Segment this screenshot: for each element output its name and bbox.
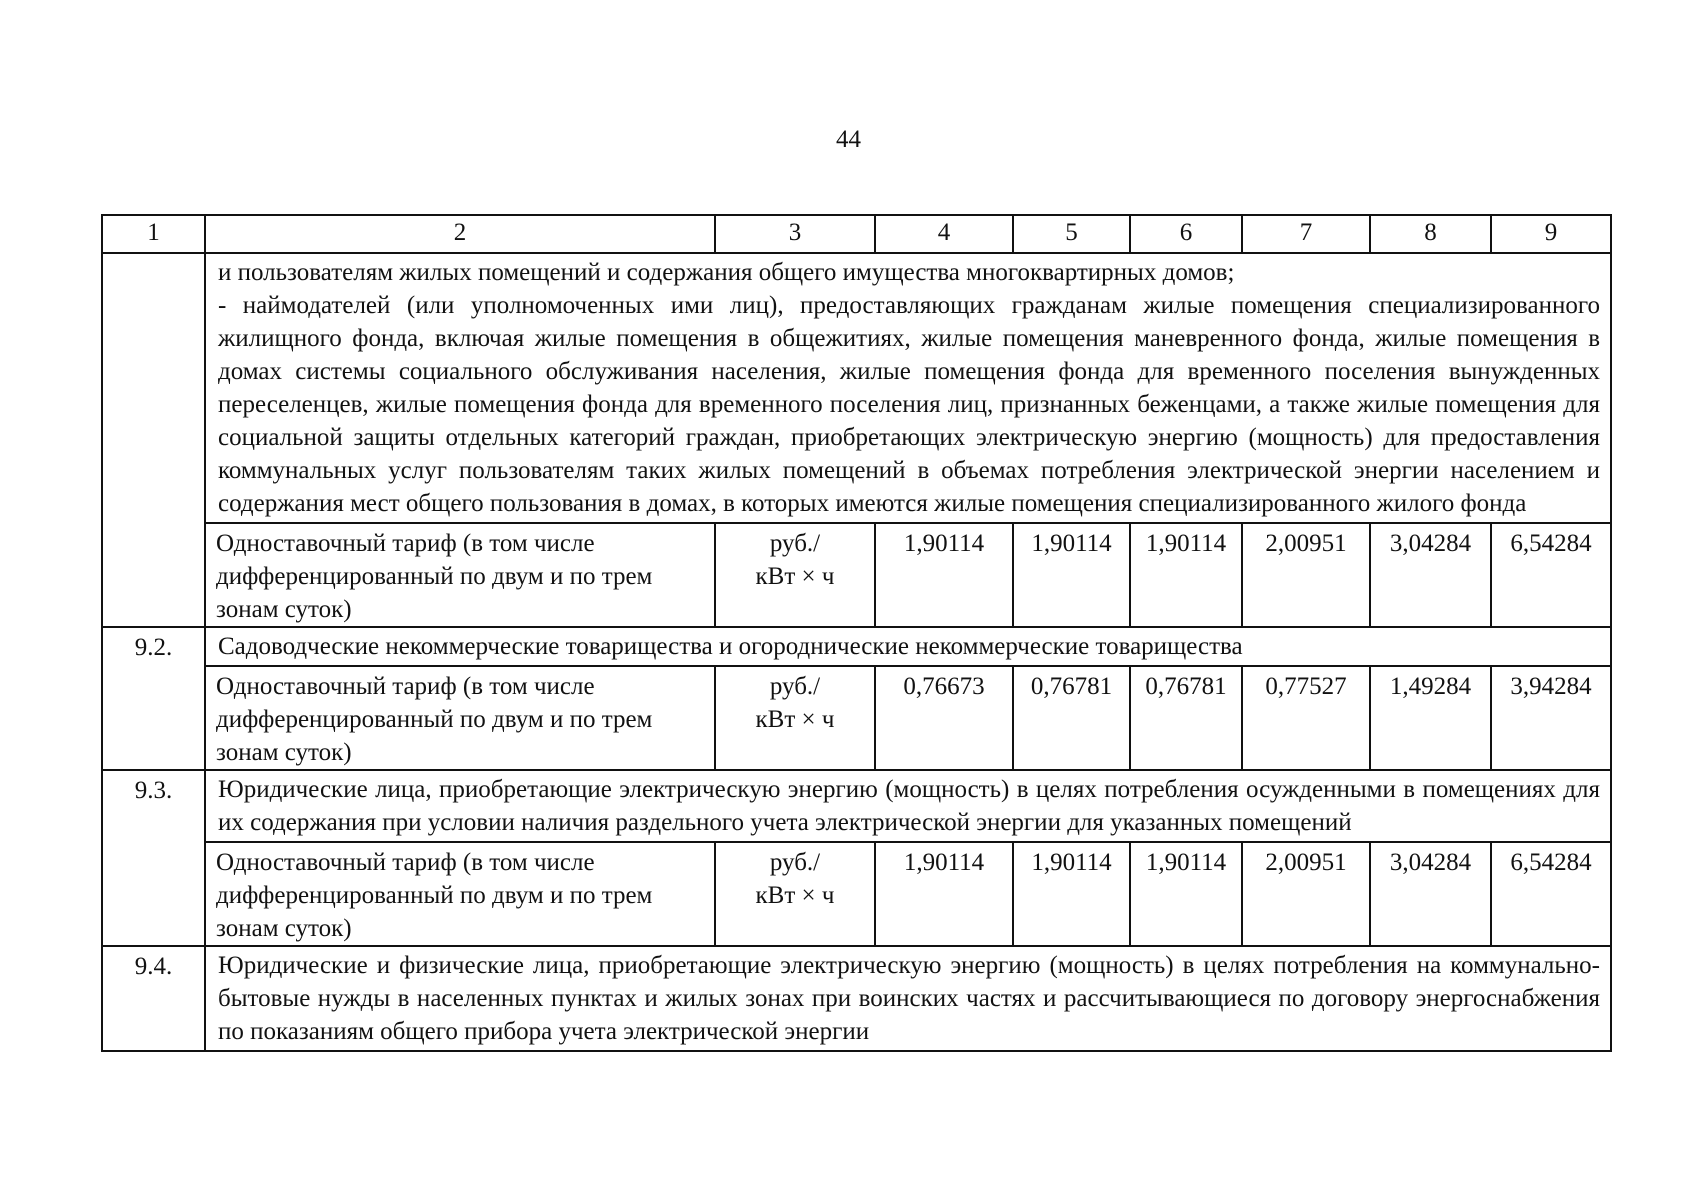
unit-line-2: кВт × ч (755, 563, 835, 590)
header-cell: 7 (1242, 215, 1370, 253)
header-row (102, 215, 1611, 253)
tariff-label: Одноставочный тариф (в том числе дифференцированный по двум и по трем зонам суток) (205, 666, 715, 770)
table-row (102, 627, 1611, 666)
value-cell: 3,04284 (1370, 523, 1491, 627)
item-title: Садоводческие некоммерческие товарищества и огороднические некоммерческие товарищества (205, 627, 1611, 666)
unit-line-1: руб./ (769, 849, 821, 876)
value-cell: 0,76673 (875, 666, 1013, 770)
unit-line-2: кВт × ч (755, 882, 835, 909)
item-number: 9.3. (102, 770, 205, 946)
value-cell: 2,00951 (1242, 523, 1370, 627)
tariff-label: Одноставочный тариф (в том числе дифференцированный по двум и по трем зонам суток) (205, 842, 715, 946)
item-number-cell (102, 253, 205, 627)
value-cell: 3,94284 (1491, 666, 1611, 770)
value-cell: 6,54284 (1491, 523, 1611, 627)
value-cell: 1,90114 (1130, 842, 1242, 946)
header-cell: 6 (1130, 215, 1242, 253)
table-row (102, 770, 1611, 842)
item-title: Юридические и физические лица, приобретающие электрическую энергию (мощность) в целях потребления на коммунально-бытовые нужды в населенных пунктах и жилых зонах при воинских частях и рассчитывающиеся по договору энергоснабжения по показаниям общего прибора учета электрической энергии (205, 946, 1611, 1051)
header-cell: 4 (875, 215, 1013, 253)
unit-cell (715, 666, 875, 770)
item-number: 9.2. (102, 627, 205, 770)
tariff-table (101, 214, 1612, 1052)
unit-cell (715, 842, 875, 946)
header-cell: 8 (1370, 215, 1491, 253)
unit-line-1: руб./ (769, 673, 821, 700)
table-row (102, 946, 1611, 1051)
tariff-row (102, 666, 1611, 770)
value-cell: 6,54284 (1491, 842, 1611, 946)
value-cell: 1,49284 (1370, 666, 1491, 770)
header-cell: 3 (715, 215, 875, 253)
value-cell: 0,76781 (1130, 666, 1242, 770)
tariff-row (102, 842, 1611, 946)
item-number: 9.4. (102, 946, 205, 1051)
tariff-row (102, 523, 1611, 627)
header-cell: 5 (1013, 215, 1130, 253)
continuation-line-1: и пользователям жилых помещений и содержания общего имущества многоквартирных домов; (218, 259, 1235, 286)
unit-cell (715, 523, 875, 627)
value-cell: 1,90114 (1130, 523, 1242, 627)
continuation-text (205, 253, 1611, 523)
value-cell: 0,77527 (1242, 666, 1370, 770)
value-cell: 1,90114 (1013, 523, 1130, 627)
value-cell: 3,04284 (1370, 842, 1491, 946)
value-cell: 2,00951 (1242, 842, 1370, 946)
header-cell: 1 (102, 215, 205, 253)
unit-line-1: руб./ (769, 530, 821, 557)
tariff-label: Одноставочный тариф (в том числе дифференцированный по двум и по трем зонам суток) (205, 523, 715, 627)
table-row (102, 253, 1611, 523)
page-number: 44 (836, 126, 861, 153)
continuation-line-2: - наймодателей (или уполномоченных ими лиц), предоставляющих гражданам жилые помещения специализированного жилищного фонда, включая жилые помещения в общежитиях, жилые помещения маневренного фонда, жилые помещения в домах системы социального обслуживания населения, жилые помещения фонда для временного поселения вынужденных переселенцев, жилые помещения фонда для временного поселения лиц, признанных беженцами, а также жилые помещения для социальной защиты отдельных категорий граждан, приобретающих электрическую энергию (мощность) для предоставления коммунальных услуг пользователям таких жилых помещений в объемах потребления электрической энергии населением и содержания мест общего пользования в домах, в которых имеются жилые помещения специализированного жилого фонда (218, 292, 1600, 517)
value-cell: 1,90114 (875, 523, 1013, 627)
value-cell: 1,90114 (1013, 842, 1130, 946)
header-cell: 9 (1491, 215, 1611, 253)
value-cell: 0,76781 (1013, 666, 1130, 770)
item-title: Юридические лица, приобретающие электрическую энергию (мощность) в целях потребления осужденными в помещениях для их содержания при условии наличия раздельного учета электрической энергии для указанных помещений (205, 770, 1611, 842)
unit-line-2: кВт × ч (755, 706, 835, 733)
header-cell: 2 (205, 215, 715, 253)
value-cell: 1,90114 (875, 842, 1013, 946)
